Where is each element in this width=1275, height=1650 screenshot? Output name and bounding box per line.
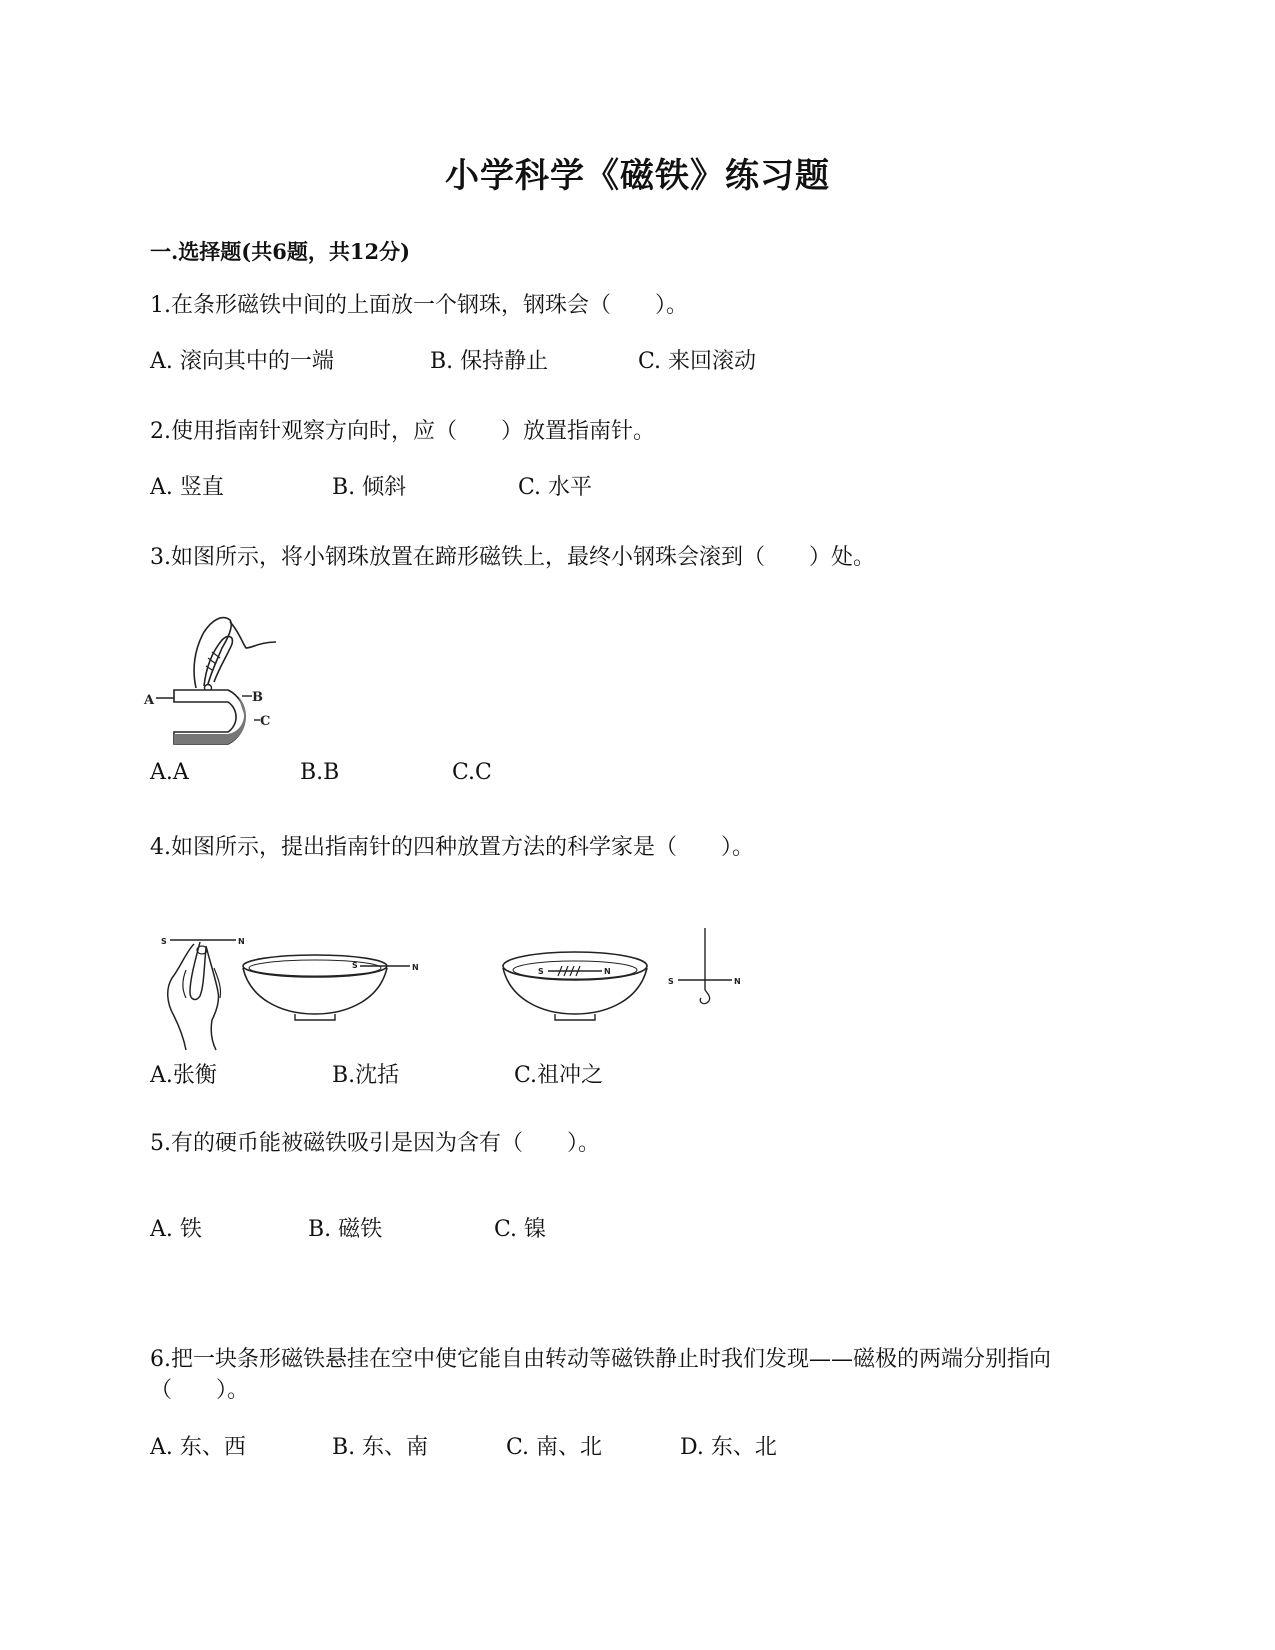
question-6-option-a: A. 东、西 [150,1435,246,1460]
question-6-option-c: C. 南、北 [506,1435,603,1460]
question-3-stem: 3.如图所示，将小钢珠放置在蹄形磁铁上，最终小钢珠会滚到（ ）处。 [150,545,875,570]
question-1-option-c: C. 来回滚动 [638,349,757,374]
svg-text:N: N [238,937,245,946]
svg-text:S: S [538,967,544,976]
question-6-option-d: D. 东、北 [680,1435,777,1460]
figure-label-a: A [144,693,155,708]
question-2-option-b: B. 倾斜 [332,475,407,500]
compass-placement-figure [160,928,780,1056]
question-5-stem: 5.有的硬币能被磁铁吸引是因为含有（ ）。 [150,1131,600,1156]
question-6-stem: 6.把一块条形磁铁悬挂在空中使它能自由转动等磁铁静止时我们发现——磁极的两端分别指向（ ）。 [150,1347,1051,1403]
page-title: 小学科学《磁铁》练习题 [445,156,830,196]
question-1-option-b: B. 保持静止 [430,349,549,374]
svg-text:S: S [161,937,167,946]
question-4-stem: 4.如图所示，提出指南针的四种放置方法的科学家是（ ）。 [150,835,754,860]
svg-text:S: S [352,961,358,970]
question-1-option-a: A. 滚向其中的一端 [150,349,334,374]
question-2-option-c: C. 水平 [518,475,593,500]
question-1-stem: 1.在条形磁铁中间的上面放一个钢珠，钢珠会（ ）。 [150,293,688,318]
question-6-option-b: B. 东、南 [332,1435,429,1460]
question-4-option-c: C.祖冲之 [514,1063,604,1088]
figure-label-b: B [252,690,263,705]
question-4-option-b: B.沈括 [332,1063,400,1088]
horseshoe-magnet-figure [146,608,286,748]
question-3-option-c: C.C [452,760,492,785]
figure-label-c: C [260,714,271,729]
question-5-option-b: B. 磁铁 [308,1217,383,1242]
svg-text:S: S [668,977,674,986]
question-2-stem: 2.使用指南针观察方向时，应（ ）放置指南针。 [150,419,655,444]
svg-text:N: N [412,963,419,972]
section-heading: 一.选择题(共6题，共12分) [150,239,411,264]
svg-text:N: N [604,967,611,976]
question-5-option-a: A. 铁 [150,1217,202,1242]
question-5-option-c: C. 镍 [494,1217,547,1242]
question-2-option-a: A. 竖直 [150,475,224,500]
question-3-option-b: B.B [300,760,340,785]
svg-text:N: N [734,977,741,986]
question-4-option-a: A.张衡 [150,1063,217,1088]
question-3-option-a: A.A [150,760,189,785]
